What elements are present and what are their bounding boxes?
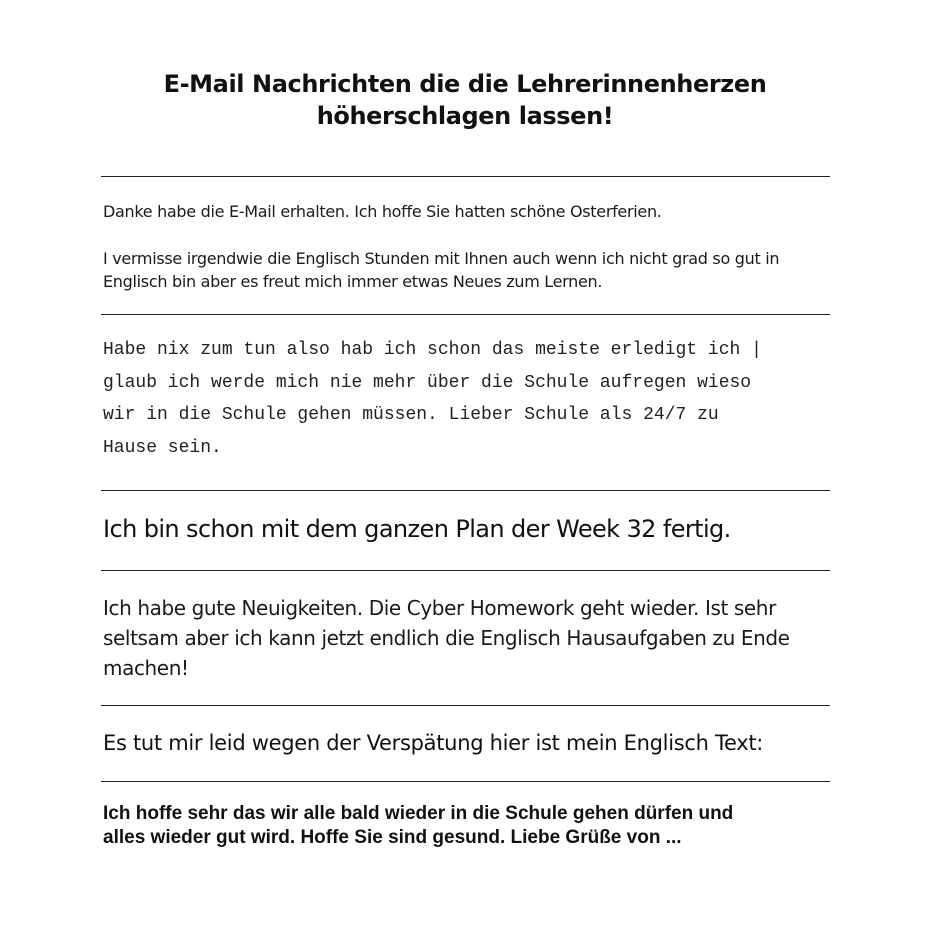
divider-2 — [101, 314, 830, 315]
message-4-line-1: Ich habe gute Neuigkeiten. Die Cyber Homework geht wieder. Ist sehr — [103, 596, 776, 620]
message-1-line-1: I vermisse irgendwie die Englisch Stunden mit Ihnen auch wenn ich nicht grad so gut in — [103, 249, 780, 268]
message-2 — [103, 334, 823, 464]
message-4-line-3: machen! — [103, 656, 189, 680]
message-1-paragraph-2 — [103, 247, 828, 293]
divider-6 — [101, 781, 830, 782]
divider-4 — [101, 570, 830, 571]
message-6-line-1: Ich hoffe sehr das wir alle bald wieder in die Schule gehen dürfen und — [103, 803, 734, 824]
divider-3 — [101, 490, 830, 491]
message-1-line-2: Englisch bin aber es freut mich immer etwas Neues zum Lernen. — [103, 272, 603, 291]
title-line-1: E-Mail Nachrichten die die Lehrerinnenherzen — [163, 70, 767, 98]
message-2-line-2: glaub ich werde mich nie mehr über die Schule aufregen wieso — [103, 372, 752, 393]
message-2-line-3: wir in die Schule gehen müssen. Lieber Schule als 24/7 zu — [103, 405, 719, 425]
message-2-line-4: Hause sein. — [103, 437, 222, 458]
message-5: Es tut mir leid wegen der Verspätung hier ist mein Englisch Text: — [103, 731, 764, 755]
divider-5 — [101, 705, 830, 706]
message-4 — [103, 593, 828, 683]
message-2-line-1: Habe nix zum tun also hab ich schon das meiste erledigt ich | — [103, 340, 762, 360]
page-title — [0, 68, 925, 132]
divider-1 — [101, 176, 830, 177]
message-6 — [103, 802, 833, 850]
message-6-line-2: alles wieder gut wird. Hoffe Sie sind gesund. Liebe Grüße von ... — [103, 827, 682, 848]
message-3: Ich bin schon mit dem ganzen Plan der Week 32 fertig. — [103, 515, 731, 543]
message-1-paragraph-1: Danke habe die E-Mail erhalten. Ich hoffe Sie hatten schöne Osterferien. — [103, 202, 662, 221]
message-4-line-2: seltsam aber ich kann jetzt endlich die Englisch Hausaufgaben zu Ende — [103, 626, 790, 650]
title-line-2: höherschlagen lassen! — [316, 102, 614, 130]
